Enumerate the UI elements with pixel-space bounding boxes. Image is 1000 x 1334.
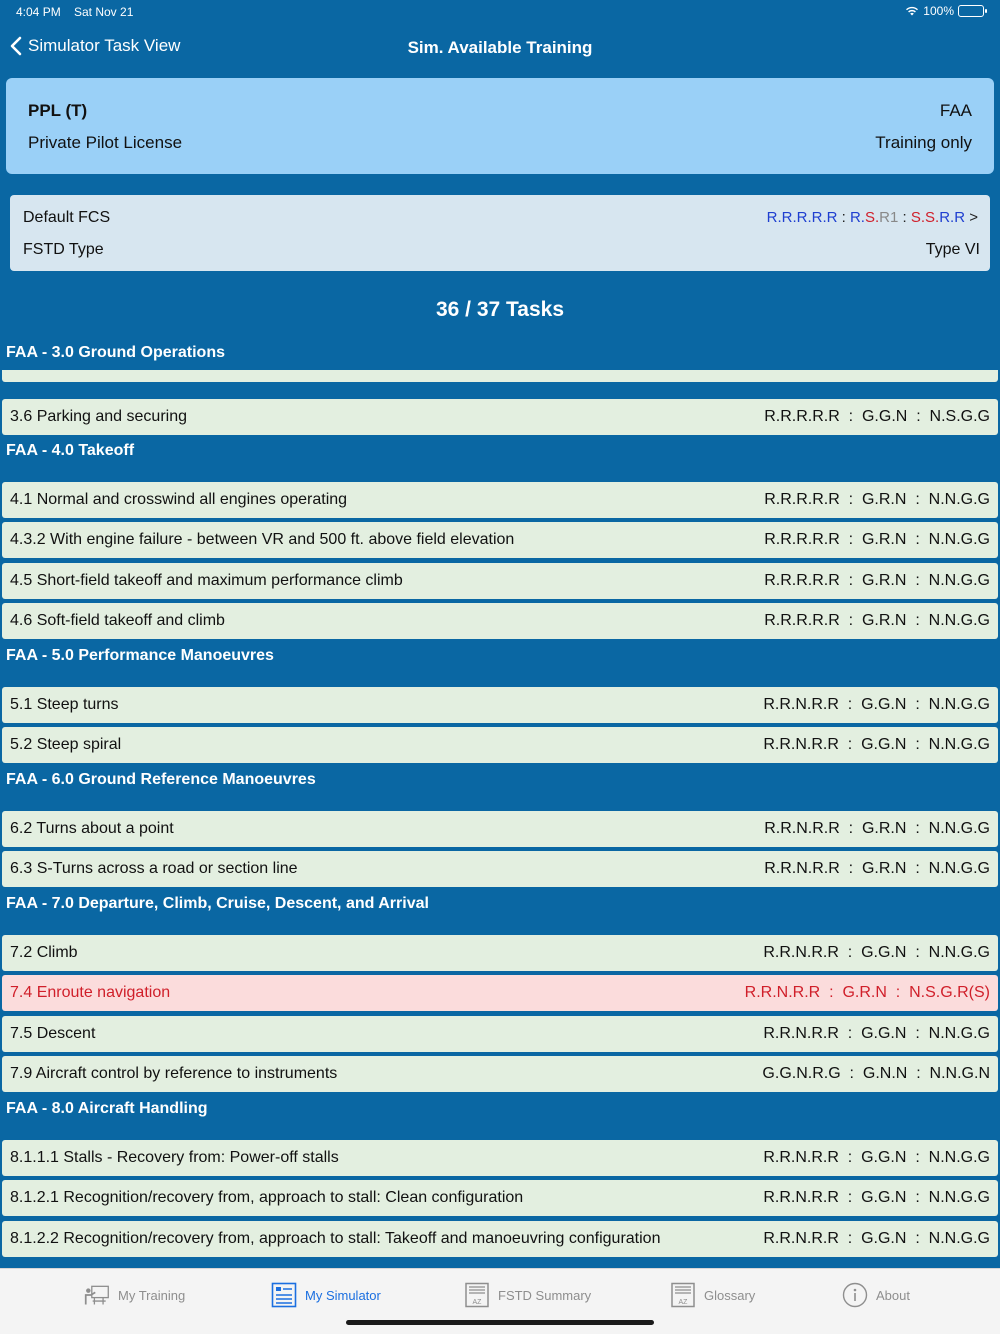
navigation-bar: [0, 28, 1000, 72]
task-row[interactable]: [2, 1140, 998, 1176]
page-title: Sim. Available Training: [407, 38, 593, 57]
chevron-left-icon: [10, 36, 22, 56]
section-header: FAA - 4.0 Takeoff: [6, 442, 135, 459]
fcs-segment: S.S.: [910, 209, 940, 226]
section-header: FAA - 7.0 Departure, Climb, Cruise, Descent, and Arrival: [6, 895, 429, 912]
task-code: R.R.N.R.R : G.G.N : N.N.G.G: [763, 1189, 990, 1206]
section-header: FAA - 8.0 Aircraft Handling: [6, 1100, 208, 1117]
task-name: 6.2 Turns about a point: [10, 820, 174, 837]
wifi-icon: [905, 6, 919, 16]
license-card: [6, 78, 994, 174]
tab-fstd-summary[interactable]: [464, 1282, 591, 1308]
svg-text:AZ: AZ: [678, 1299, 688, 1306]
license-code: PPL (T): [28, 101, 88, 120]
fcs-card[interactable]: [10, 195, 990, 271]
task-name: 8.1.2.2 Recognition/recovery from, approach to stall: Takeoff and manoeuvring configuration: [10, 1230, 661, 1247]
task-name: 7.9 Aircraft control by reference to instruments: [10, 1065, 338, 1082]
az-document-icon: [464, 1282, 490, 1308]
task-name: 7.5 Descent: [10, 1025, 96, 1042]
tab-my-training[interactable]: [84, 1282, 185, 1308]
task-name: 4.6 Soft-field takeoff and climb: [10, 612, 225, 629]
task-code: G.G.N.R.G : G.N.N : N.N.G.N: [762, 1065, 990, 1082]
fcs-segment: >: [965, 209, 978, 226]
fcs-segment: R.R: [939, 209, 966, 226]
task-name: 8.1.1.1 Stalls - Recovery from: Power-off stalls: [10, 1149, 339, 1166]
task-row[interactable]: [2, 522, 998, 558]
tab-glossary[interactable]: [670, 1282, 755, 1308]
tab-glossary-label: Glossary: [704, 1287, 756, 1303]
task-row[interactable]: [2, 811, 998, 847]
section-header: FAA - 3.0 Ground Operations: [6, 344, 225, 361]
task-row[interactable]: [2, 482, 998, 518]
tab-my-simulator[interactable]: [271, 1282, 381, 1308]
task-name: 4.5 Short-field takeoff and maximum performance climb: [10, 572, 403, 589]
task-name: 4.1 Normal and crosswind all engines operating: [10, 491, 348, 508]
task-row[interactable]: [2, 1180, 998, 1216]
tab-my-simulator-label: My Simulator: [305, 1287, 381, 1303]
partial-task-row: [2, 370, 998, 382]
task-row[interactable]: [2, 399, 998, 435]
task-code: R.R.R.R.R : G.R.N : N.N.G.G: [764, 612, 990, 629]
tab-about[interactable]: [842, 1282, 910, 1308]
tasks-count: 36 / 37 Tasks: [435, 298, 565, 321]
license-mode: Training only: [875, 133, 972, 152]
fstd-type-label: FSTD Type: [23, 241, 104, 258]
fstd-type-value: Type VI: [925, 241, 980, 258]
task-code: R.R.N.R.R : G.G.N : N.N.G.G: [763, 1149, 990, 1166]
battery-icon: [958, 5, 984, 17]
section-header: FAA - 5.0 Performance Manoeuvres: [6, 647, 274, 664]
fcs-segment: :: [898, 209, 911, 226]
home-indicator: [346, 1320, 654, 1325]
task-name: 6.3 S-Turns across a road or section line: [10, 860, 298, 877]
simulator-list-icon: [271, 1282, 297, 1308]
fcs-segment: R.R.R.R.R: [766, 209, 838, 226]
status-date: Sat Nov 21: [74, 5, 134, 19]
task-code: R.R.N.R.R : G.R.N : N.N.G.G: [764, 860, 990, 877]
task-row[interactable]: [2, 563, 998, 599]
task-code: R.R.R.R.R : G.G.N : N.S.G.G: [764, 408, 990, 425]
task-row[interactable]: [2, 687, 998, 723]
task-code: R.R.N.R.R : G.G.N : N.N.G.G: [763, 944, 990, 961]
fcs-segment: R.: [849, 209, 865, 226]
license-name: Private Pilot License: [28, 133, 183, 152]
task-code: R.R.N.R.R : G.R.N : N.N.G.G: [764, 820, 990, 837]
task-name: 3.6 Parking and securing: [10, 408, 187, 425]
task-row[interactable]: [2, 1016, 998, 1052]
task-list[interactable]: [0, 338, 1000, 1268]
section-header: FAA - 6.0 Ground Reference Manoeuvres: [6, 771, 316, 788]
task-row[interactable]: [2, 975, 998, 1011]
az-glossary-icon: [670, 1282, 696, 1308]
task-code: R.R.N.R.R : G.G.N : N.N.G.G: [763, 1230, 990, 1247]
task-code: R.R.R.R.R : G.R.N : N.N.G.G: [764, 531, 990, 548]
task-code: R.R.N.R.R : G.G.N : N.N.G.G: [763, 736, 990, 753]
task-name: 5.2 Steep spiral: [10, 736, 122, 753]
default-fcs-label: Default FCS: [23, 209, 111, 226]
svg-text:AZ: AZ: [472, 1299, 482, 1306]
task-name: 7.2 Climb: [10, 944, 78, 961]
task-code: R.R.N.R.R : G.G.N : N.N.G.G: [763, 1025, 990, 1042]
instructor-icon: [84, 1282, 110, 1308]
info-icon: [842, 1282, 868, 1308]
fcs-segment: S.: [864, 209, 880, 226]
back-button[interactable]: [10, 36, 180, 56]
default-fcs-value: [767, 209, 978, 226]
task-name: 7.4 Enroute navigation: [10, 984, 171, 1001]
license-authority: FAA: [939, 101, 972, 120]
task-row[interactable]: [2, 603, 998, 639]
fcs-segment: :: [837, 209, 850, 226]
battery-percent: 100%: [923, 4, 954, 18]
task-row[interactable]: [2, 1221, 998, 1257]
task-name: 5.1 Steep turns: [10, 696, 119, 713]
tab-my-training-label: My Training: [118, 1287, 186, 1303]
task-row[interactable]: [2, 935, 998, 971]
task-name: 4.3.2 With engine failure - between VR and 500 ft. above field elevation: [10, 531, 515, 548]
tab-about-label: About: [876, 1287, 910, 1303]
task-name: 8.1.2.1 Recognition/recovery from, approach to stall: Clean configuration: [10, 1189, 524, 1206]
task-row[interactable]: [2, 851, 998, 887]
task-code: R.R.N.R.R : G.R.N : N.S.G.R(S): [744, 984, 990, 1001]
task-code: R.R.R.R.R : G.R.N : N.N.G.G: [764, 491, 990, 508]
task-code: R.R.N.R.R : G.G.N : N.N.G.G: [763, 696, 990, 713]
status-indicators: [905, 4, 984, 18]
task-row[interactable]: [2, 727, 998, 763]
fcs-segment: R1: [879, 209, 899, 226]
status-time: 4:04 PM: [16, 5, 61, 19]
tab-fstd-summary-label: FSTD Summary: [498, 1287, 592, 1303]
task-code: R.R.R.R.R : G.R.N : N.N.G.G: [764, 572, 990, 589]
back-button-label: Simulator Task View: [28, 36, 181, 55]
task-row[interactable]: [2, 1056, 998, 1092]
status-bar: [0, 0, 1000, 24]
